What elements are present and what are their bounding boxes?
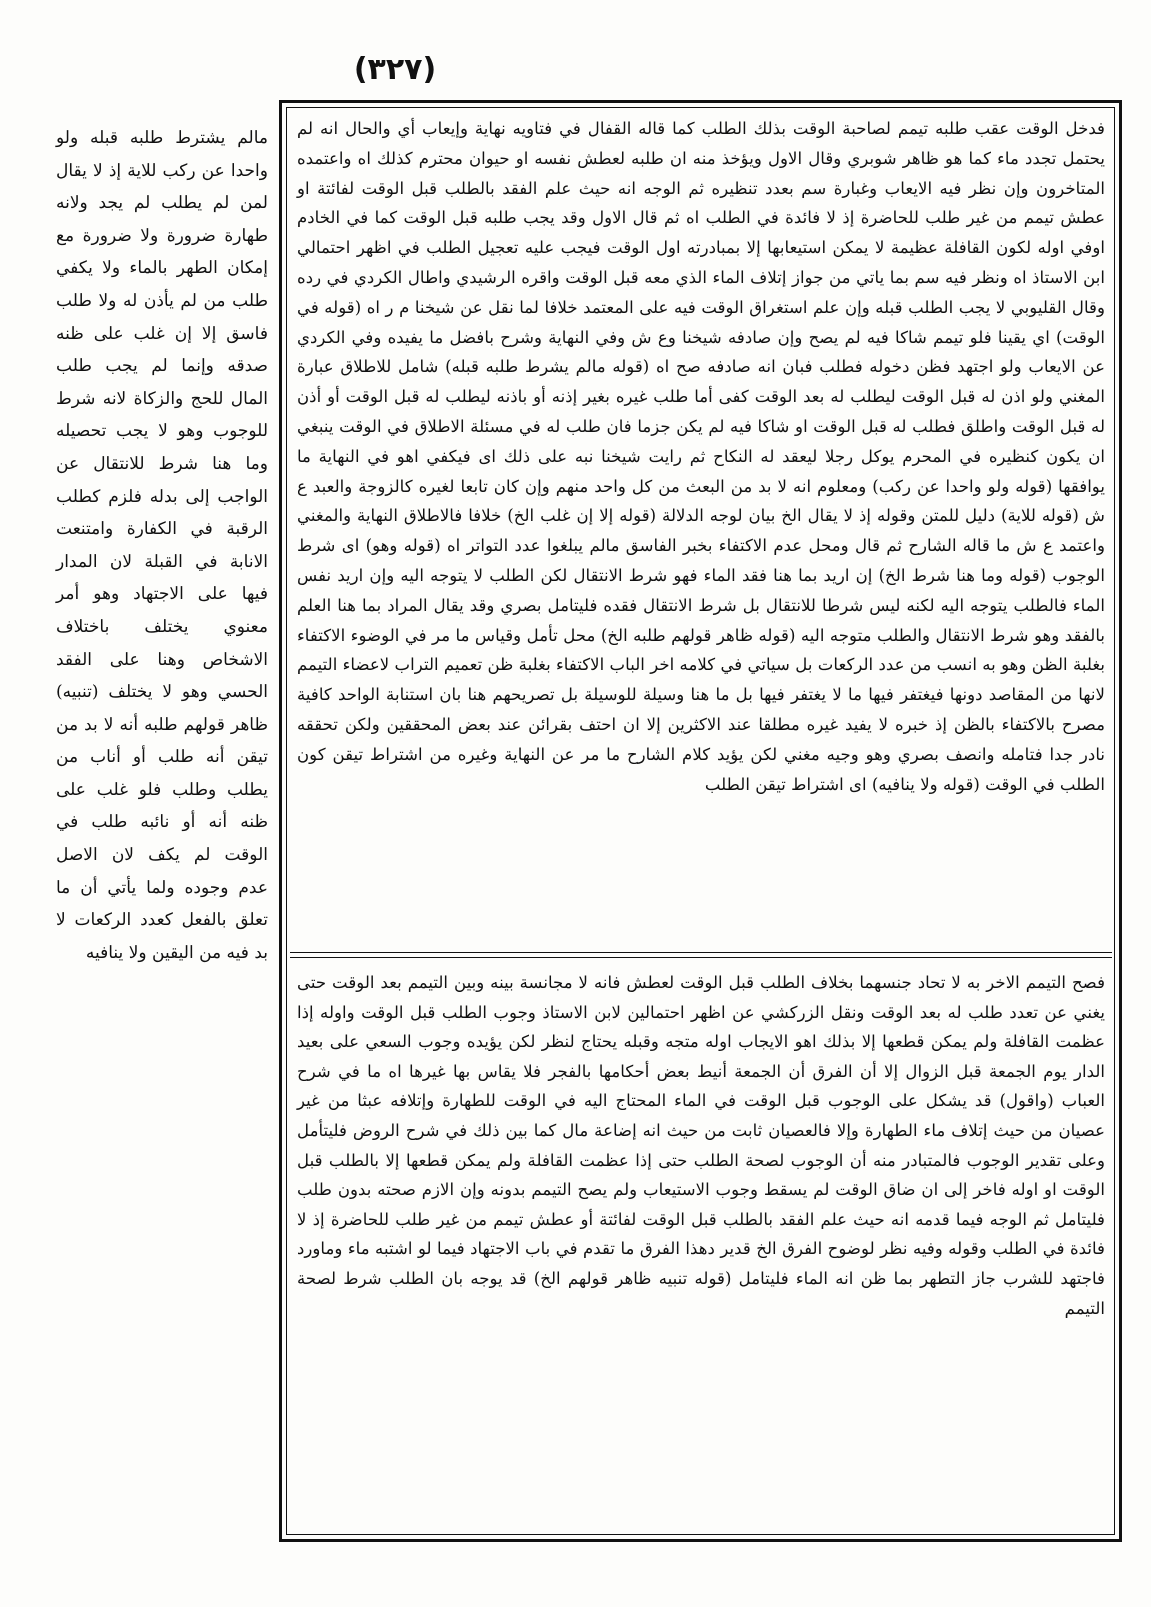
page-number: (٣٢٧) [353,52,437,87]
section-divider [290,952,1112,953]
section-divider-inner [290,957,1112,958]
lower-paragraph: فصح التيمم الاخر به لا تحاد جنسهما بخلاف الطلب قبل الوقت لعطش فانه لا مجانسة بينه وبين التيمم بعد الوقت حتى يغني عن تعدد طلب له بعد الوقت ونقل الزركشي عن اظهر احتمالين لابن الاستاذ وجوب الطلب قبل الوقت واوله إذا عظمت القافلة ولم يمكن قطعها إلا بذلك اهو الايجاب اوله متجه وقبله يحتاج لنظر لكن يؤيده وجوب السعي على بعيد الدار يوم الجمعة قبل الزوال إلا أن الفرق أن الجمعة أنيط بعض أحكامها بالفجر فلا يقاس بها غيرها اه ما في شرح العباب (واقول) قد يشكل على الوجوب قبل الوقت في الماء المحتاج اليه في الوقت للطهارة وإتلافه عبثا من غير عصيان من حيث إتلاف ماء الطهارة وإلا فالعصيان ثابت من حيث انه إضاعة مال كما بين ذلك في شرح الروض فليتأمل وعلى تقدير الوجوب فالمتبادر منه أن الوجوب لصحة الطلب حتى إذا عظمت القافلة ولم يمكن قطعها إلا بالطلب قبل الوقت او اوله فاخر إلى ان ضاق الوقت لم يسقط وجوب الاستيعاب ولم يصح التيمم بدونه وإن الازم صحته بدون طلب فليتامل ثم الوجه فيما قدمه انه حيث علم الفقد بالطلب قبل الوقت لفائتة أو عطش تيمم من غير طلب للحاضرة إذ لا فائدة في الطلب وقوله وفيه نظر لوضوح الفرق الخ قدير دهذا الفرق ما تقدم في باب الاجتهاد فيما لو اشتبه ماء وماورد فاجتهد للشرب جاز التطهر بما ظن انه الماء فليتامل (قوله تنبيه ظاهر قولهم الخ) قد يوجه بان الطلب شرط لصحة التيمم [297,973,1105,1318]
commentary-main-text [297,114,1105,944]
margin-paragraph: مالم يشترط طلبه قبله ولو واحدا عن ركب للاية إذ لا يقال لمن لم يطلب لم يجد ولانه طهارة ضرورة ولا ضرورة مع إمكان الطهر بالماء ولا يكفي طلب من لم يأذن له ولا طلب فاسق إلا إن غلب على ظنه صدقه وإنما لم يجب طلب المال للحج والزكاة لانه شرط للوجوب وهو لا يجب تحصيله وما هنا شرط للانتقال عن الواجب إلى بدله فلزم كطلب الرقبة في الكفارة وامتنعت الانابة في القبلة لان المدار فيها على الاجتهاد وهو أمر معنوي يختلف باختلاف الاشخاص وهنا على الفقد الحسي وهو لا يختلف (تنبيه) ظاهر قولهم طلبه أنه لا بد من تيقن أنه طلب أو أناب من يطلب وطلب فلو غلب على ظنه أنه أو نائبه طلب في الوقت لم يكف لان الاصل عدم وجوده ولما يأتي أن ما تعلق بالفعل كعدد الركعات لا بد فيه من اليقين ولا ينافيه [56,128,268,963]
main-paragraph: فدخل الوقت عقب طلبه تيمم لصاحبة الوقت بذلك الطلب كما قاله القفال في فتاويه نهاية وإيعاب أي والحال انه لم يحتمل تجدد ماء كما هو ظاهر شوبري وقال الاول ويؤخذ منه ان طلبه لعطش نفسه او حيوان محترم كذلك اه واعتمده المتاخرون وإن نظر فيه الايعاب وغبارة سم بعدد تنظيره ثم الوجه انه حيث علم الفقد بالطلب قبل الوقت لفائتة او عطش تيمم من غير طلب للحاضرة إذ لا فائدة في الطلب اه ثم قال الاول وقد يجب طلبه قبل الوقت كما في الخادم اوفي اوله لكون القافلة عظيمة لا يمكن استيعابها إلا بمبادرته اول الوقت فيجب عليه تعجيل الطلب في اظهر احتمالي ابن الاستاذ اه ونظر فيه سم بما ياتي من جواز إتلاف الماء الذي معه قبل الوقت واقره الرشيدي واطال الكردي في رده وقال القليوبي لا يجب الطلب قبله وإن علم استغراق الوقت فيه على المعتمد خلافا لما نقل عن شيخنا م ر اه (قوله في الوقت) اي يقينا فلو تيمم شاكا فيه لم يصح وإن صادفه شيخنا وع ش وفي النهاية وشرح بافضل ما يفيده وفي الكردي عن الايعاب ولو اجتهد فظن دخوله فطلب فبان انه صادفه صح اه (قوله مالم يشرط طلبه قبله) شامل للاطلاق عبارة المغني ولو اذن له قبل الوقت ليطلب له بعد الوقت كفى أما طلب غيره بغير إذنه أو باذنه ليطلب له قبل الوقت أو أذن له قبل الوقت واطلق فطلب له قبل الوقت او شاكا فيه لم يكن جزما فان طلب له في مسئلة الاطلاق في الوقت ينبغي ان يكون كنظيره في المحرم يوكل رجلا ليعقد له النكاح ثم رايت شيخنا نبه على ذلك اى فيكفي اهو في النهاية ما يوافقها (قوله ولو واحدا عن ركب) ومعلوم انه لا بد من البعث من كل واحد منهم وإن كان تابعا لغيره كالزوجة والعبد ع ش (قوله للاية) دليل للمتن وقوله إذ لا يقال الخ بيان لوجه الدلالة (قوله إلا إن غلب الخ) خلافا فالاطلاق النهاية والمغني واعتمد ع ش ما قاله الشارح ثم قال ومحل عدم الاكتفاء بخبر الفاسق مالم يبلغوا عدد التواتر اه (قوله وهو) اى شرط الوجوب (قوله وما هنا شرط الخ) إن اريد بما هنا فقد الماء فهو شرط الانتقال لكن الطلب لا يتوجه اليه وإن اريد نفس الماء فالطلب يتوجه اليه لكنه ليس شرطا للانتقال بل شرط الانتقال فقده فليتامل بصري وقد يقال المراد بما هنا العلم بالفقد وهو شرط الانتقال والطلب متوجه اليه (قوله ظاهر قولهم طلبه الخ) محل تأمل وقياس ما مر في الوضوء الاكتفاء بغلبة الظن وهو به انسب من عدد الركعات بل سياتي في كلامه اخر الباب الاكتفاء بغلبة ظن تعميم التراب لاعضاء التيمم لانها من المقاصد دونها فيغتفر فيها ما لا يغتفر فيها بل ما هنا وسيلة للوسيلة بل تصريحهم هنا بان استنابة الواحد كافية مصرح بالاكتفاء بالظن إذ خبره لا يفيد غيره مطلقا عند الاكثرين إلا ان احتف بقرائن عند بعض المحققين ولكن تحققه نادر جدا فتامله وانصف بصري وهو وجيه مغني لكن يؤيد كلام الشارح ما مر عن النهاية وغيره من اشتراط تيقن كون الطلب في الوقت (قوله ولا ينافيه) اى اشتراط تيقن الطلب [297,119,1106,794]
margin-main-text [56,122,268,1452]
commentary-lower-text [297,968,1105,1528]
